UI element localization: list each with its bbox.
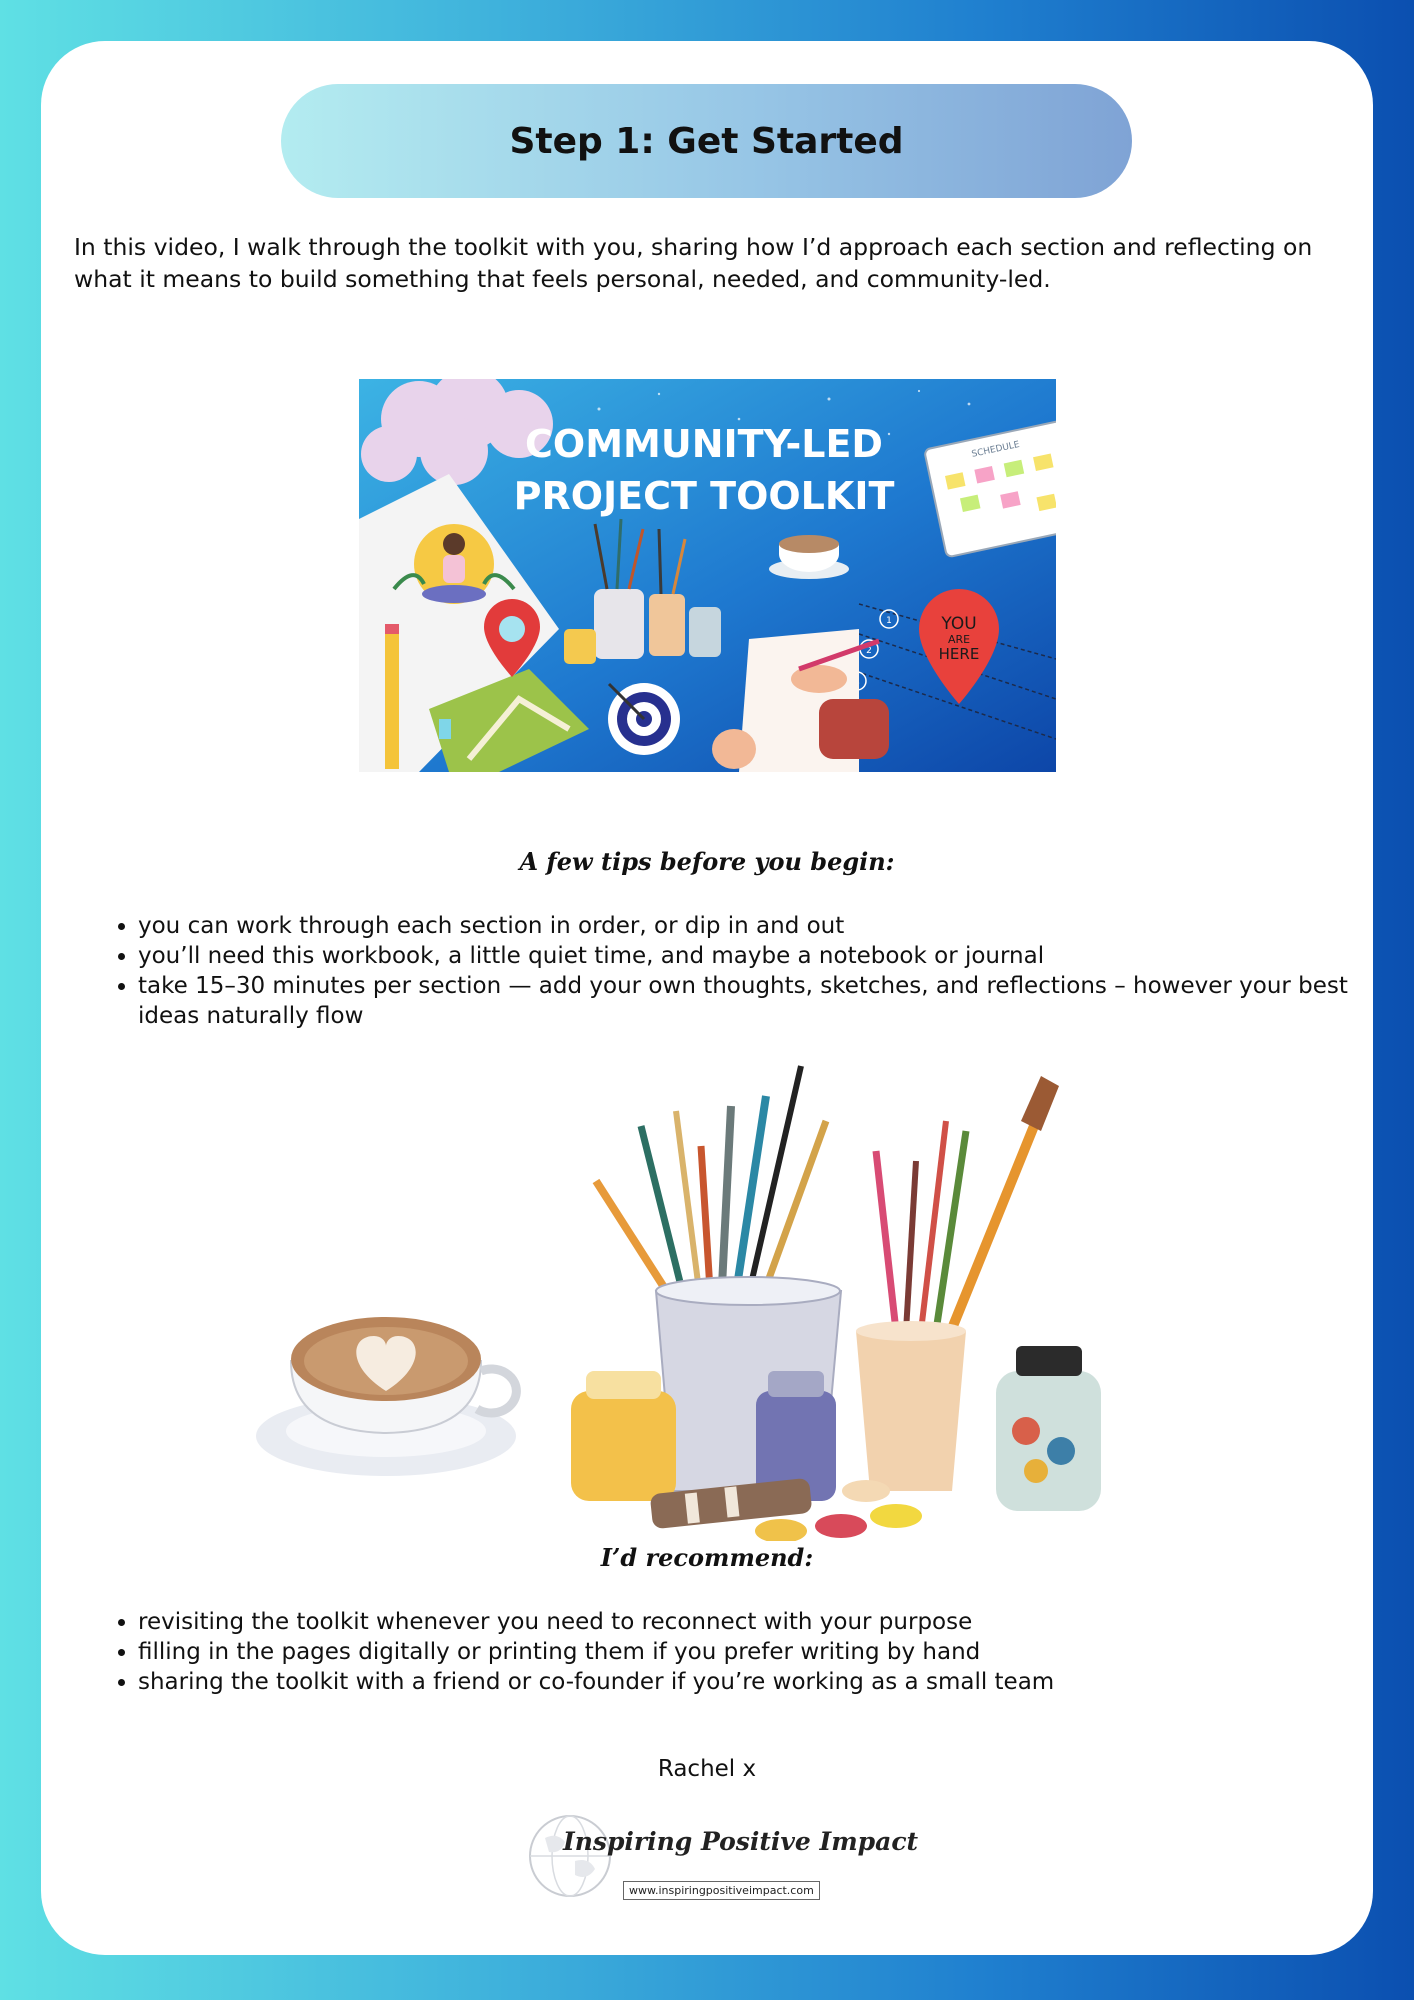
intro-paragraph: In this video, I walk through the toolkit with you, sharing how I’d approach each section and reflecting on what it means to build something that feels personal, needed, and community-led. bbox=[74, 233, 1313, 293]
toolkit-thumbnail-illustration bbox=[359, 379, 1056, 772]
tips-list bbox=[89, 911, 1388, 1031]
globe-icon bbox=[527, 1813, 613, 1899]
list-item: • filling in the pages digitally or printing them if you prefer writing by hand bbox=[138, 1637, 1388, 1667]
pencil-icon bbox=[385, 624, 399, 769]
thumbnail-title-line1: COMMUNITY-LED bbox=[525, 422, 883, 466]
signoff: Rachel x bbox=[657, 1756, 757, 1782]
recommend-heading: I’d recommend: bbox=[600, 1543, 814, 1572]
schedule-label: SCHEDULE bbox=[970, 439, 1021, 460]
brand-name: Inspiring Positive Impact bbox=[563, 1827, 919, 1856]
coffee-and-paint-illustration bbox=[256, 1061, 1126, 1541]
step-number-1: 1 bbox=[886, 616, 892, 626]
list-item: • take 15–30 minutes per section — add your own thoughts, sketches, and reflections – however your best ideas naturally flow bbox=[138, 971, 1388, 1031]
video-thumbnail[interactable] bbox=[359, 379, 1056, 772]
pin-text-line2: ARE bbox=[947, 633, 971, 646]
latte-cup-icon bbox=[256, 1317, 516, 1476]
pin-text-line3: HERE bbox=[938, 645, 980, 663]
target-icon bbox=[608, 683, 680, 755]
pin-text-line1: YOU bbox=[941, 614, 977, 634]
list-item: • sharing the toolkit with a friend or co-founder if you’re working as a small team bbox=[138, 1667, 1388, 1697]
content-card bbox=[41, 41, 1373, 1955]
brand-url[interactable]: www.inspiringpositiveimpact.com bbox=[623, 1881, 820, 1900]
recommend-list bbox=[89, 1607, 1388, 1697]
list-item: • you’ll need this workbook, a little quiet time, and maybe a notebook or journal bbox=[138, 941, 1388, 971]
thumbnail-title-line2: PROJECT TOOLKIT bbox=[513, 474, 895, 518]
step-header-banner bbox=[281, 84, 1132, 198]
paint-jars-icon bbox=[571, 1346, 1101, 1511]
page-title: Step 1: Get Started bbox=[509, 120, 904, 162]
coffee-cup-icon bbox=[769, 535, 849, 579]
list-item: • revisiting the toolkit whenever you need to reconnect with your purpose bbox=[138, 1607, 1388, 1637]
step-number-2: 2 bbox=[866, 646, 872, 656]
brand-logo[interactable] bbox=[527, 1813, 919, 1913]
list-item: • you can work through each section in order, or dip in and out bbox=[138, 911, 1388, 941]
tips-heading: A few tips before you begin: bbox=[519, 847, 895, 876]
